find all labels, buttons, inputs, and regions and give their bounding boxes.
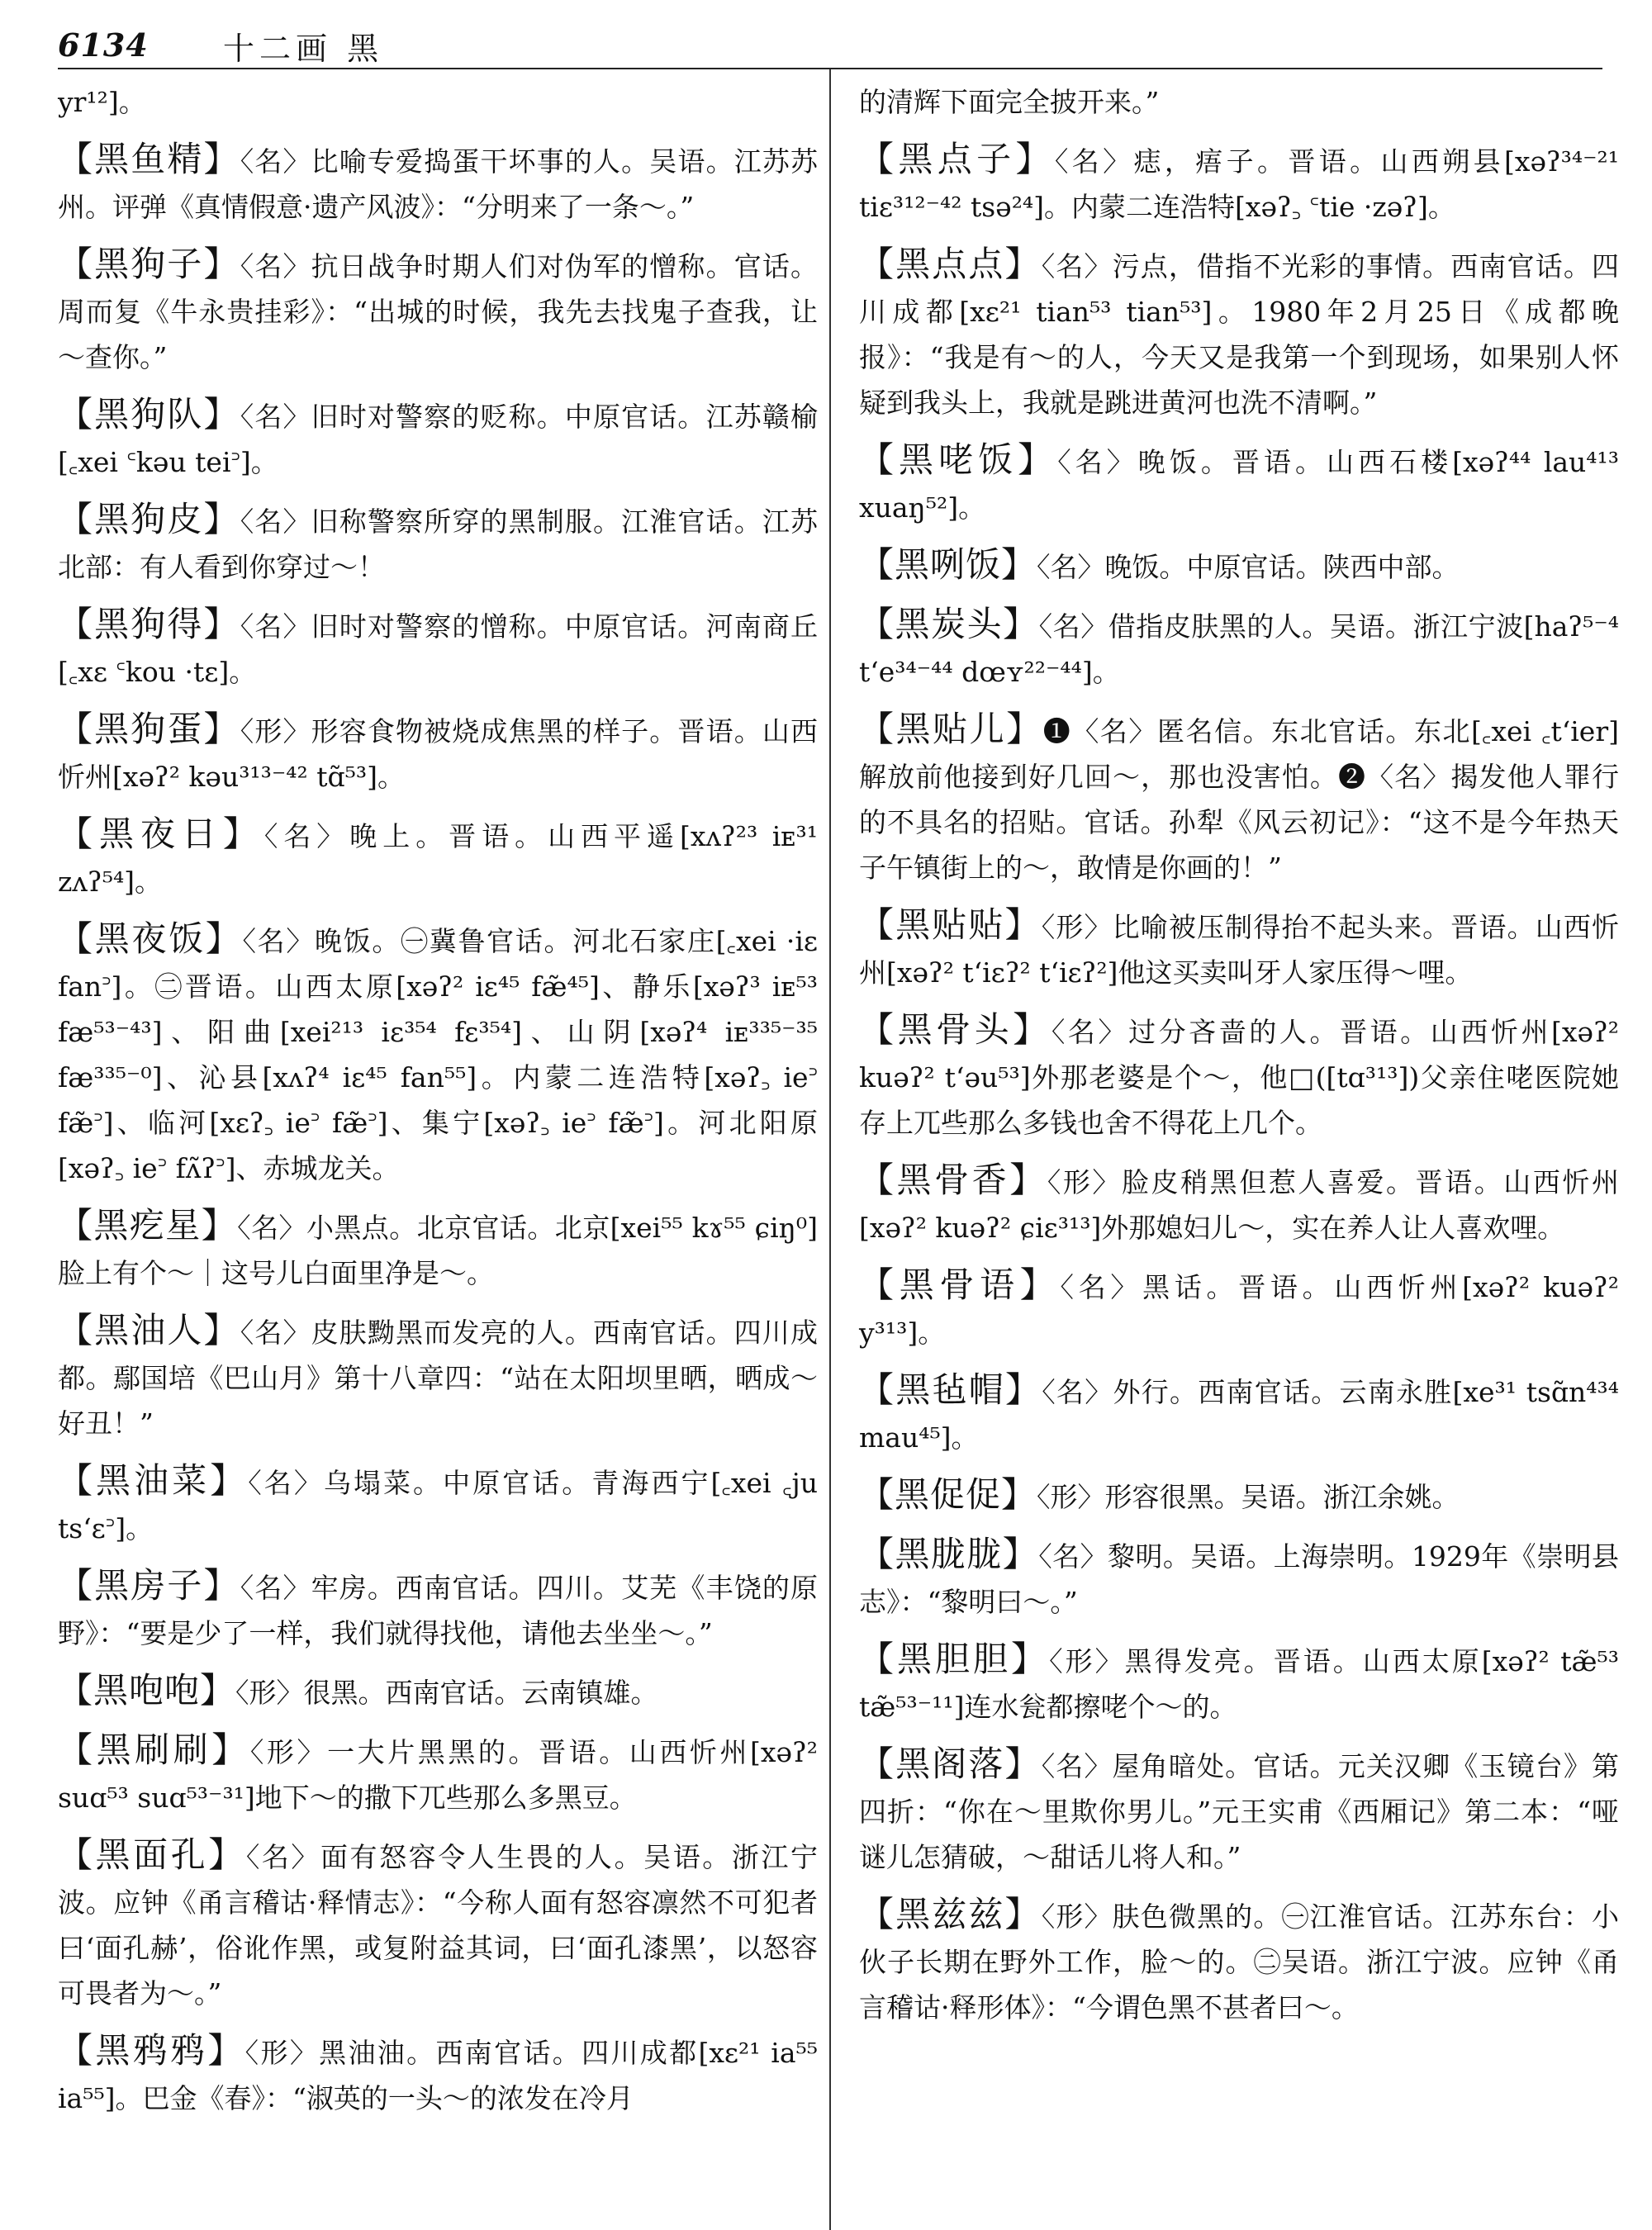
dictionary-entry — [859, 706, 1619, 890]
dictionary-entry — [58, 601, 818, 695]
entry-definition: 〈名〉乌塌菜。中原官话。青海西宁[꜀xei ꜀ju tsʻɛ꜄]。 — [58, 1467, 818, 1544]
dictionary-entry — [859, 1157, 1619, 1250]
entry-headword: 【黑狗蛋】 — [58, 709, 240, 749]
dictionary-entry — [58, 1203, 818, 1296]
dictionary-entry — [58, 811, 818, 904]
dictionary-entry — [58, 136, 818, 230]
entry-headword: 【黑骨语】 — [859, 1264, 1061, 1305]
running-head: 十二画 黑 — [223, 31, 384, 67]
entry-headword: 【黑狗皮】 — [58, 499, 240, 539]
dictionary-entry — [859, 1262, 1619, 1355]
entry-headword: 【黑油菜】 — [58, 1460, 249, 1501]
entry-headword: 【黑刷刷】 — [58, 1729, 250, 1770]
entry-definition: 〈名〉借指皮肤黑的人。吴语。浙江宁波[haʔ⁵⁻⁴ tʻe³⁴⁻⁴⁴ dœʏ²²⁻⁴⁴]。 — [859, 610, 1619, 688]
dictionary-entry — [58, 496, 818, 590]
entry-headword: 【黑贴贴】 — [859, 904, 1042, 945]
entry-definition: 〈名〉晚饭。中原官话。陕西中部。 — [1037, 551, 1460, 583]
entry-headword: 【黑胧胧】 — [859, 1534, 1039, 1574]
entry-headword: 【黑狗子】 — [58, 244, 240, 284]
entry-headword: 【黑咾饭】 — [859, 439, 1058, 480]
dictionary-entry — [58, 1307, 818, 1446]
entry-definition: yr¹²]。 — [58, 86, 146, 118]
entry-definition: 〈名〉小黑点。北京官话。北京[xei⁵⁵ kɤ⁵⁵ ɕiŋ⁰]脸上有个～｜这号儿白面里净是～。 — [58, 1212, 818, 1289]
dictionary-entry — [58, 1668, 818, 1715]
entry-headword: 【黑咧饭】 — [859, 544, 1037, 585]
dictionary-entry — [58, 241, 818, 380]
dictionary-entry — [859, 1531, 1619, 1625]
dictionary-entry — [58, 1458, 818, 1551]
entry-headword: 【黑鸦鸦】 — [58, 2030, 245, 2071]
dictionary-entry — [859, 601, 1619, 695]
entry-headword: 【黑骨头】 — [859, 1009, 1051, 1050]
entry-headword: 【黑咆咆】 — [58, 1670, 236, 1710]
entry-definition: 〈形〉肤色微黑的。㊀江淮官话。江苏东台：小伙子长期在野外工作，脸～的。㊁吴语。浙江宁波。应钟《甬言稽诂·释形体》：“今谓色黑不甚者曰～。 — [859, 1900, 1619, 2024]
entry-definition: 的清辉下面完全披开来。” — [859, 86, 1160, 118]
dictionary-entry — [859, 136, 1619, 230]
entry-definition: ❶〈名〉匿名信。东北官话。东北[꜀xei ꜀tʻier]解放前他接到好几回～，那也没害怕。❷〈名〉揭发他人罪行的不具名的招贴。官话。孙犁《风云初记》：“这不是今年热天子午镇街上的～，敢情是你画的！” — [859, 715, 1619, 884]
entry-headword: 【黑点子】 — [859, 139, 1055, 179]
entry-definition: 〈名〉屋角暗处。官话。元关汉卿《玉镜台》第四折：“你在～里欺你男儿。”元王实甫《西厢记》第二本：“哑谜儿怎猜破，～甜话儿将人和。” — [859, 1750, 1619, 1873]
entry-definition: 〈名〉旧时对警察的憎称。中原官话。河南商丘[꜀xɛ ꜂kou ·tɛ]。 — [58, 610, 818, 688]
entry-definition: 〈名〉过分吝啬的人。晋语。山西忻州[xəʔ² kuəʔ² tʻəu⁵³]外那老婆是个～，他□([tɑ³¹³])父亲住咾医院她存上兀些那么多钱也舍不得花上几个。 — [859, 1016, 1619, 1139]
entry-definition: 〈形〉一大片黑黑的。晋语。山西忻州[xəʔ² suɑ⁵³ suɑ⁵³⁻³¹]地下～的撒下兀些那么多黑豆。 — [58, 1736, 818, 1814]
dictionary-entry — [58, 1727, 818, 1820]
dictionary-entry — [859, 1741, 1619, 1880]
entry-definition: 〈名〉抗日战争时期人们对伪军的憎称。官话。周而复《牛永贵挂彩》：“出城的时候，我先去找鬼子查我，让～查你。” — [58, 250, 818, 373]
dictionary-entry — [859, 1367, 1619, 1460]
entry-definition: 〈名〉黑话。晋语。山西忻州[xəʔ² kuəʔ² y³¹³]。 — [859, 1271, 1619, 1349]
entry-definition: 〈名〉晚上。晋语。山西平遥[xʌʔ²³ iᴇ³¹ zʌʔ⁵⁴]。 — [58, 820, 818, 898]
dictionary-entry — [859, 1472, 1619, 1520]
dictionary-entry — [58, 916, 818, 1191]
entry-definition: 〈名〉面有怒容令人生畏的人。吴语。浙江宁波。应钟《甬言稽诂·释情志》：“今称人面有怒容凛然不可犯者曰‘面孔赫’，俗讹作黑，或复附益其词，曰‘面孔漆黑’，以怒容可畏者为～。” — [58, 1841, 818, 2009]
entry-definition: 〈形〉形容很黑。吴语。浙江余姚。 — [1037, 1481, 1460, 1513]
entry-headword: 【黑夜日】 — [58, 814, 264, 854]
entry-definition: 〈形〉黑油油。西南官话。四川成都[xɛ²¹ ia⁵⁵ ia⁵⁵]。巴金《春》：“淑英的一头～的浓发在冷月 — [58, 2037, 818, 2114]
right-column — [859, 79, 1619, 2042]
entry-definition: 〈名〉比喻专爱捣蛋干坏事的人。吴语。江苏苏州。评弹《真情假意·遗产风波》：“分明来了一条～。” — [58, 145, 818, 223]
entry-definition: 〈名〉痣，痦子。晋语。山西朔县[xəʔ³⁴⁻²¹ tiɛ³¹²⁻⁴² tsə²⁴]。内蒙二连浩特[xəʔ꜆ ꜂tie ·zəʔ]。 — [859, 145, 1619, 223]
entry-continuation — [859, 79, 1619, 125]
entry-headword: 【黑贴儿】 — [859, 709, 1043, 749]
entry-headword: 【黑鱼精】 — [58, 139, 240, 179]
entry-headword: 【黑阁落】 — [859, 1744, 1042, 1784]
page-number: 6134 — [58, 26, 149, 64]
entry-definition: 〈形〉脸皮稍黑但惹人喜爱。晋语。山西忻州[xəʔ² kuəʔ² ɕiɛ³¹³]外那媳妇儿～，实在养人让人喜欢哩。 — [859, 1166, 1619, 1244]
dictionary-entry — [859, 542, 1619, 590]
entry-definition: 〈形〉比喻被压制得抬不起头来。晋语。山西忻州[xəʔ² tʻiɛʔ² tʻiɛʔ²]他这买卖叫牙人家压得～哩。 — [859, 911, 1619, 989]
entry-continuation — [58, 79, 818, 125]
entry-headword: 【黑疙星】 — [58, 1205, 238, 1245]
entry-headword: 【黑兹兹】 — [859, 1894, 1042, 1934]
entry-definition: 〈名〉黎明。吴语。上海崇明。1929年《崇明县志》：“黎明曰～。” — [859, 1540, 1619, 1618]
entry-headword: 【黑毡帽】 — [859, 1369, 1042, 1410]
entry-headword: 【黑点点】 — [859, 244, 1042, 284]
entry-headword: 【黑促促】 — [859, 1474, 1037, 1515]
entry-definition: 〈名〉牢房。西南官话。四川。艾芜《丰饶的原野》：“要是少了一样，我们就得找他，请他去坐坐～。” — [58, 1572, 818, 1649]
entry-definition: 〈名〉污点，借指不光彩的事情。西南官话。四川成都[xɛ²¹ tian⁵³ tian⁵³]。1980年2月25日《成都晚报》：“我是有～的人，今天又是我第一个到现场，如果别人怀疑到我头上，我就是跳进黄河也洗不清啊。” — [859, 250, 1619, 419]
dictionary-entry — [859, 1636, 1619, 1729]
entry-definition: 〈名〉旧称警察所穿的黑制服。江淮官话。江苏北部：有人看到你穿过～！ — [58, 505, 818, 583]
entry-headword: 【黑狗队】 — [58, 394, 240, 434]
entry-headword: 【黑炭头】 — [859, 604, 1039, 644]
entry-headword: 【黑狗得】 — [58, 604, 240, 644]
dictionary-entry — [859, 902, 1619, 995]
entry-headword: 【黑骨香】 — [859, 1160, 1047, 1200]
entry-definition: 〈名〉旧时对警察的贬称。中原官话。江苏赣榆[꜀xei ꜂kəu tei꜄]。 — [58, 401, 818, 478]
entry-headword: 【黑面孔】 — [58, 1834, 246, 1875]
entry-headword: 【黑夜饭】 — [58, 918, 243, 959]
entry-definition: 〈名〉皮肤黝黑而发亮的人。西南官话。四川成都。鄢国培《巴山月》第十八章四：“站在太阳坝里晒，晒成～好丑！” — [58, 1317, 818, 1440]
dictionary-entry — [859, 1007, 1619, 1146]
dictionary-entry — [58, 1563, 818, 1656]
left-column — [58, 79, 818, 2133]
dictionary-entry — [859, 241, 1619, 425]
page-header — [58, 23, 1602, 73]
entry-definition: 〈名〉晚饭。晋语。山西石楼[xəʔ⁴⁴ lau⁴¹³ xuaŋ⁵²]。 — [859, 446, 1619, 524]
entry-headword: 【黑房子】 — [58, 1565, 240, 1606]
column-divider — [829, 69, 831, 2230]
entry-definition: 〈名〉外行。西南官话。云南永胜[xe³¹ tsɑ̃n⁴³⁴ mau⁴⁵]。 — [859, 1376, 1619, 1454]
dictionary-entry — [859, 1891, 1619, 2030]
dictionary-entry — [58, 391, 818, 485]
entry-definition: 〈名〉晚饭。㊀冀鲁官话。河北石家庄[꜀xei ·iɛ fan꜄]。㊁晋语。山西太原[xəʔ² iɛ⁴⁵ fæ̃⁴⁵]、静乐[xəʔ³ iᴇ⁵³ fæ⁵³⁻⁴³]、阳曲[xei²¹³ iɛ³⁵⁴ fɛ³⁵⁴]、山阴[xəʔ⁴ iᴇ³³⁵⁻³⁵ fæ³³⁵⁻⁰]、沁县[xʌʔ⁴ iɛ⁴⁵ fan⁵⁵]。内蒙二连浩特[xəʔ꜆ ie꜄ fæ̃꜄]、临河[xɛʔ꜆ ie꜄ fæ̃꜄]、集宁[xəʔ꜆ ie꜄ fæ̃꜄]。河北阳原[xəʔ꜆ ie꜄ fʌ̃ʔ꜄]、赤城龙关。 — [58, 925, 818, 1184]
entry-definition: 〈形〉形容食物被烧成焦黑的样子。晋语。山西忻州[xəʔ² kəu³¹³⁻⁴² tɑ̃⁵³]。 — [58, 715, 818, 793]
dictionary-entry — [58, 706, 818, 799]
entry-headword: 【黑油人】 — [58, 1310, 240, 1350]
entry-headword: 【黑胆胆】 — [859, 1639, 1050, 1679]
entry-definition: 〈形〉很黑。西南官话。云南镇雄。 — [235, 1677, 658, 1709]
dictionary-entry — [58, 1832, 818, 2016]
dictionary-entry — [58, 2028, 818, 2121]
dictionary-entry — [859, 437, 1619, 530]
entry-definition: 〈形〉黑得发亮。晋语。山西太原[xəʔ² tæ̃⁵³ tæ̃⁵³⁻¹¹]连水瓮都擦咾个～的。 — [859, 1645, 1619, 1723]
